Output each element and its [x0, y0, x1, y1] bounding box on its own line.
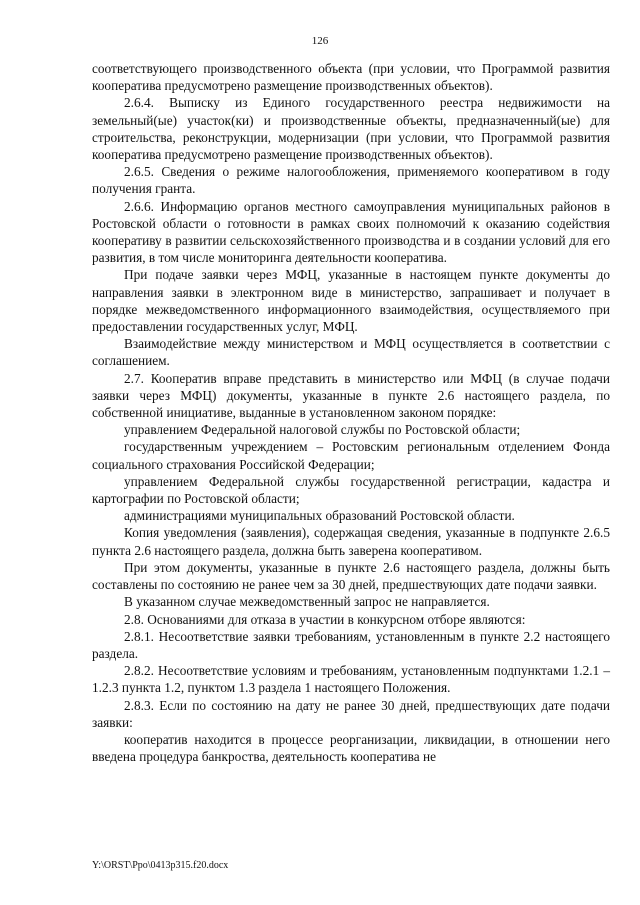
paragraph: 2.8.2. Несоответствие условиям и требованиям, установленным подпунктами 1.2.1 – 1.2.3 пункта 1.2, пунктом 1.3 раздела 1 настоящего Положения.	[92, 663, 610, 696]
paragraph: При этом документы, указанные в пункте 2.6 настоящего раздела, должны быть составлены по состоянию не ранее чем за 30 дней, предшествующих дате подачи заявки.	[92, 559, 610, 593]
paragraph: 2.6.4. Выписку из Единого государственного реестра недвижимости на земельный(ые) участок(ки) и производственные объекты, предназначенный(ые) для строительства, реконструкции, модернизации (при условии, что Программой развития кооператива предусмотрено размещение производственных объектов).	[92, 95, 610, 163]
footer-file-path: Y:\ORST\Ppo\0413p315.f20.docx	[92, 860, 229, 871]
paragraph: управлением Федеральной службы государственной регистрации, кадастра и картографии по Ростовской области;	[92, 473, 610, 507]
paragraph: соответствующего производственного объекта (при условии, что Программой развития кооператива предусмотрено размещение производственных объектов).	[92, 61, 610, 94]
paragraph: 2.7. Кооператив вправе представить в министерство или МФЦ (в случае подачи заявки через МФЦ) документы, указанные в пункте 2.6 настоящего раздела, по собственной инициативе, выданные в установленном законом порядке:	[92, 370, 610, 421]
paragraph: администрациями муниципальных образований Ростовской области.	[124, 508, 515, 524]
paragraph: 2.8.3. Если по состоянию на дату не ранее 30 дней, предшествующих дате подачи заявки:	[92, 697, 610, 730]
paragraph: При подаче заявки через МФЦ, указанные в настоящем пункте документы до направления заявки в электронном виде в министерство, запрашивает и получает в порядке межведомственного информационного взаимодействия, осуществляемого при предоставлении государственных услуг, МФЦ.	[92, 267, 610, 335]
page-number: 126	[311, 35, 329, 47]
paragraph: Копия уведомления (заявления), содержащая сведения, указанные в подпункте 2.6.5 пункта 2.6 настоящего раздела, должна быть заверена кооперативом.	[92, 525, 610, 558]
paragraph: 2.6.6. Информацию органов местного самоуправления муниципальных районов в Ростовской области о готовности в рамках своих полномочий к оказанию содействия кооперативу в развитии сельскохозяйственного производства и в создании условий для его развития, в том числе мониторинга деятельности кооператива.	[92, 198, 610, 266]
paragraph: кооператив находится в процессе реорганизации, ликвидации, в отношении него введена процедура банкроства, деятельность кооператива не	[92, 731, 610, 765]
paragraph: Взаимодействие между министерством и МФЦ осуществляется в соответствии с соглашением.	[92, 336, 610, 369]
document-body	[92, 60, 610, 765]
paragraph: 2.6.5. Сведения о режиме налогообложения, применяемого кооперативом в году получения гранта.	[92, 164, 610, 197]
paragraph: 2.8. Основаниями для отказа в участии в конкурсном отборе являются:	[124, 611, 526, 627]
paragraph: В указанном случае межведомственный запрос не направляется.	[124, 594, 490, 610]
paragraph: управлением Федеральной налоговой службы по Ростовской области;	[124, 422, 521, 438]
paragraph: государственным учреждением – Ростовским региональным отделением Фонда социального страхования Российской Федерации;	[92, 439, 610, 472]
paragraph: 2.8.1. Несоответствие заявки требованиям, установленным в пункте 2.2 настоящего раздела.	[92, 628, 610, 661]
